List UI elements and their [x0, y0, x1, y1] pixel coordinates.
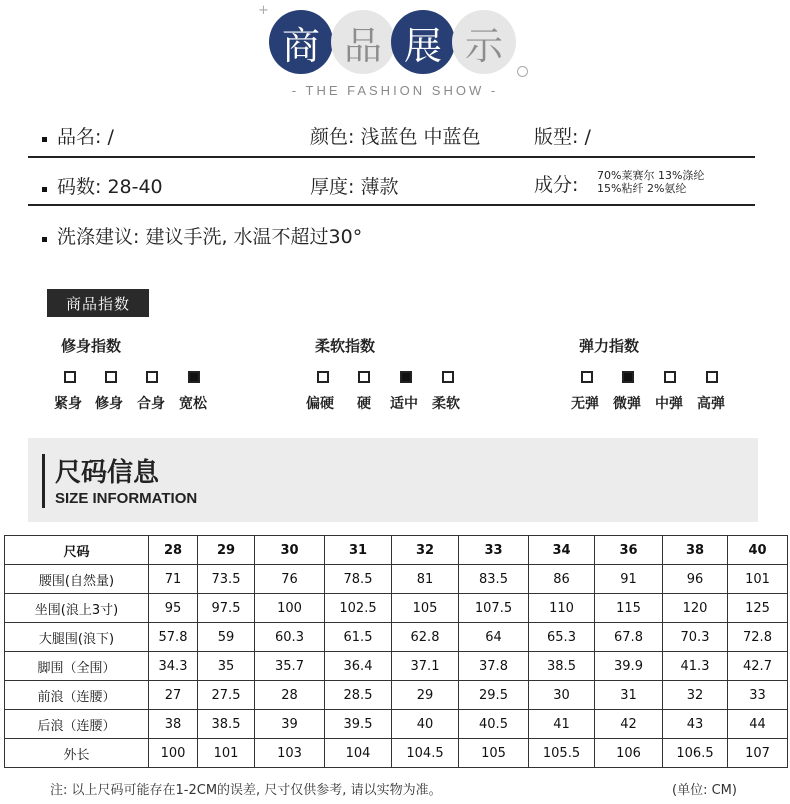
measurement-value: 101: [198, 739, 255, 768]
measurement-label: 后浪（连腰）: [5, 710, 149, 739]
measurement-value: 39.9: [595, 652, 663, 681]
title-char-1: 商: [269, 10, 333, 74]
page-header: [0, 0, 790, 110]
composition-values: [597, 169, 704, 195]
composition-line-2: 15%粘纤 2%氨纶: [597, 182, 687, 195]
info-row-3: [28, 220, 755, 250]
measurement-value: 105.5: [529, 739, 595, 768]
measurement-value: 107: [728, 739, 788, 768]
fit-option-box-tight: [64, 371, 76, 383]
fit-option-box-loose-selected: [188, 371, 200, 383]
product-fit: 版型: /: [534, 126, 591, 148]
measurement-value: 32: [663, 681, 728, 710]
softness-option-box-medium-selected: [400, 371, 412, 383]
size-col-header: 32: [392, 536, 459, 565]
wash-advice: 洗涤建议: 建议手洗, 水温不超过30°: [57, 226, 363, 248]
measurement-value: 43: [663, 710, 728, 739]
table-row: [5, 739, 788, 768]
stretch-index-title: 弹力指数: [579, 337, 640, 355]
fit-option-box-regular: [146, 371, 158, 383]
measurement-value: 44: [728, 710, 788, 739]
measurement-value: 28.5: [325, 681, 392, 710]
size-col-header: 38: [663, 536, 728, 565]
measurement-value: 39: [255, 710, 325, 739]
measurement-value: 57.8: [149, 623, 198, 652]
measurement-value: 28: [255, 681, 325, 710]
measurement-value: 105: [459, 739, 529, 768]
measurement-value: 95: [149, 594, 198, 623]
measurement-value: 38.5: [529, 652, 595, 681]
measurement-value: 83.5: [459, 565, 529, 594]
stretch-option-box-high: [706, 371, 718, 383]
measurement-value: 29.5: [459, 681, 529, 710]
measurement-value: 27: [149, 681, 198, 710]
measurement-value: 72.8: [728, 623, 788, 652]
footer-note: 注: 以上尺码可能存在1-2CM的误差, 尺寸仅供参考, 请以实物为准。: [50, 783, 442, 798]
table-header-row: [5, 536, 788, 565]
size-col-header: 31: [325, 536, 392, 565]
bullet-icon: [42, 187, 47, 192]
size-info-title-en: SIZE INFORMATION: [55, 490, 198, 507]
divider: [28, 204, 755, 206]
stretch-option-box-none: [581, 371, 593, 383]
product-color: 颜色: 浅蓝色 中蓝色: [310, 126, 481, 148]
measurement-value: 76: [255, 565, 325, 594]
stretch-option-box-slight-selected: [622, 371, 634, 383]
title-char-3: 展: [391, 10, 455, 74]
size-col-header: 34: [529, 536, 595, 565]
measurement-value: 104.5: [392, 739, 459, 768]
measurement-value: 37.1: [392, 652, 459, 681]
measurement-value: 110: [529, 594, 595, 623]
measurement-value: 35: [198, 652, 255, 681]
table-row: [5, 565, 788, 594]
measurement-value: 37.8: [459, 652, 529, 681]
size-table: [4, 535, 788, 768]
softness-option-box-stiffish: [317, 371, 329, 383]
measurement-value: 29: [392, 681, 459, 710]
size-col-header: 40: [728, 536, 788, 565]
size-info-banner: [28, 438, 758, 522]
measurement-value: 107.5: [459, 594, 529, 623]
composition-line-1: 70%莱赛尔 13%涤纶: [597, 169, 705, 182]
measurement-label: 大腿围(浪下): [5, 623, 149, 652]
softness-option-label: 偏硬: [306, 396, 334, 412]
stretch-option-label: 中弹: [655, 396, 683, 412]
stretch-option-box-medium: [664, 371, 676, 383]
measurement-value: 103: [255, 739, 325, 768]
measurement-value: 38.5: [198, 710, 255, 739]
table-row: [5, 681, 788, 710]
softness-option-label: 硬: [357, 396, 371, 412]
table-row: [5, 710, 788, 739]
measurement-value: 38: [149, 710, 198, 739]
size-col-header: 33: [459, 536, 529, 565]
measurement-value: 27.5: [198, 681, 255, 710]
product-sizes: 码数: 28-40: [57, 176, 163, 198]
measurement-value: 39.5: [325, 710, 392, 739]
measurement-value: 78.5: [325, 565, 392, 594]
measurement-value: 101: [728, 565, 788, 594]
measurement-value: 120: [663, 594, 728, 623]
measurement-value: 100: [149, 739, 198, 768]
measurement-value: 125: [728, 594, 788, 623]
measurement-value: 40.5: [459, 710, 529, 739]
measurement-value: 97.5: [198, 594, 255, 623]
measurement-value: 41.3: [663, 652, 728, 681]
ring-decoration: [517, 66, 528, 77]
stretch-option-label: 高弹: [697, 396, 725, 412]
measurement-value: 40: [392, 710, 459, 739]
size-col-header: 30: [255, 536, 325, 565]
measurement-value: 30: [529, 681, 595, 710]
measurement-value: 65.3: [529, 623, 595, 652]
banner-accent-bar: [42, 454, 45, 508]
measurement-value: 86: [529, 565, 595, 594]
measurement-label: 腰围(自然量): [5, 565, 149, 594]
measurement-value: 106: [595, 739, 663, 768]
measurement-label: 脚围（全围）: [5, 652, 149, 681]
measurement-label: 外长: [5, 739, 149, 768]
measurement-value: 106.5: [663, 739, 728, 768]
size-col-header: 36: [595, 536, 663, 565]
softness-option-label: 柔软: [432, 396, 460, 412]
table-row: [5, 594, 788, 623]
measurement-value: 67.8: [595, 623, 663, 652]
measurement-value: 104: [325, 739, 392, 768]
measurement-value: 100: [255, 594, 325, 623]
measurement-value: 33: [728, 681, 788, 710]
measurement-value: 59: [198, 623, 255, 652]
measurement-value: 42.7: [728, 652, 788, 681]
measurement-label: 坐围(浪上3寸): [5, 594, 149, 623]
fit-option-box-slim: [105, 371, 117, 383]
measurement-value: 61.5: [325, 623, 392, 652]
composition-label: 成分:: [534, 174, 579, 196]
table-row: [5, 623, 788, 652]
size-col-header: 29: [198, 536, 255, 565]
bullet-icon: [42, 237, 47, 242]
fashion-show-subtitle: - THE FASHION SHOW -: [291, 83, 499, 98]
info-row-1: [28, 120, 755, 150]
measurement-value: 71: [149, 565, 198, 594]
measurement-value: 60.3: [255, 623, 325, 652]
measurement-value: 35.7: [255, 652, 325, 681]
product-index-tag: 商品指数: [47, 289, 149, 317]
softness-index-title: 柔软指数: [315, 337, 376, 355]
measurement-value: 102.5: [325, 594, 392, 623]
footer-unit: (单位: CM): [672, 783, 737, 798]
measurement-value: 34.3: [149, 652, 198, 681]
softness-option-box-soft: [442, 371, 454, 383]
fit-option-label: 宽松: [179, 396, 207, 412]
measurement-value: 96: [663, 565, 728, 594]
measurement-value: 70.3: [663, 623, 728, 652]
measurement-label: 前浪（连腰）: [5, 681, 149, 710]
softness-option-label: 适中: [390, 396, 418, 412]
size-info-title-cn: 尺码信息: [55, 458, 160, 488]
measurement-value: 91: [595, 565, 663, 594]
product-thickness: 厚度: 薄款: [310, 176, 399, 198]
measurement-value: 36.4: [325, 652, 392, 681]
measurement-value: 105: [392, 594, 459, 623]
softness-option-box-stiff: [358, 371, 370, 383]
divider: [28, 156, 755, 158]
measurement-value: 73.5: [198, 565, 255, 594]
plus-decoration: +: [258, 3, 269, 18]
measurement-value: 64: [459, 623, 529, 652]
product-name: 品名: /: [57, 126, 114, 148]
bullet-icon: [42, 137, 47, 142]
size-header-label: 尺码: [5, 536, 149, 565]
fit-option-label: 合身: [137, 396, 165, 412]
size-col-header: 28: [149, 536, 198, 565]
measurement-value: 31: [595, 681, 663, 710]
measurement-value: 41: [529, 710, 595, 739]
table-row: [5, 652, 788, 681]
fit-option-label: 紧身: [54, 396, 82, 412]
measurement-value: 62.8: [392, 623, 459, 652]
title-char-2: 品: [331, 10, 395, 74]
stretch-option-label: 无弹: [571, 396, 599, 412]
measurement-value: 115: [595, 594, 663, 623]
stretch-option-label: 微弹: [613, 396, 641, 412]
title-char-4: 示: [452, 10, 516, 74]
fit-option-label: 修身: [95, 396, 123, 412]
measurement-value: 81: [392, 565, 459, 594]
measurement-value: 42: [595, 710, 663, 739]
fit-index-title: 修身指数: [61, 337, 122, 355]
